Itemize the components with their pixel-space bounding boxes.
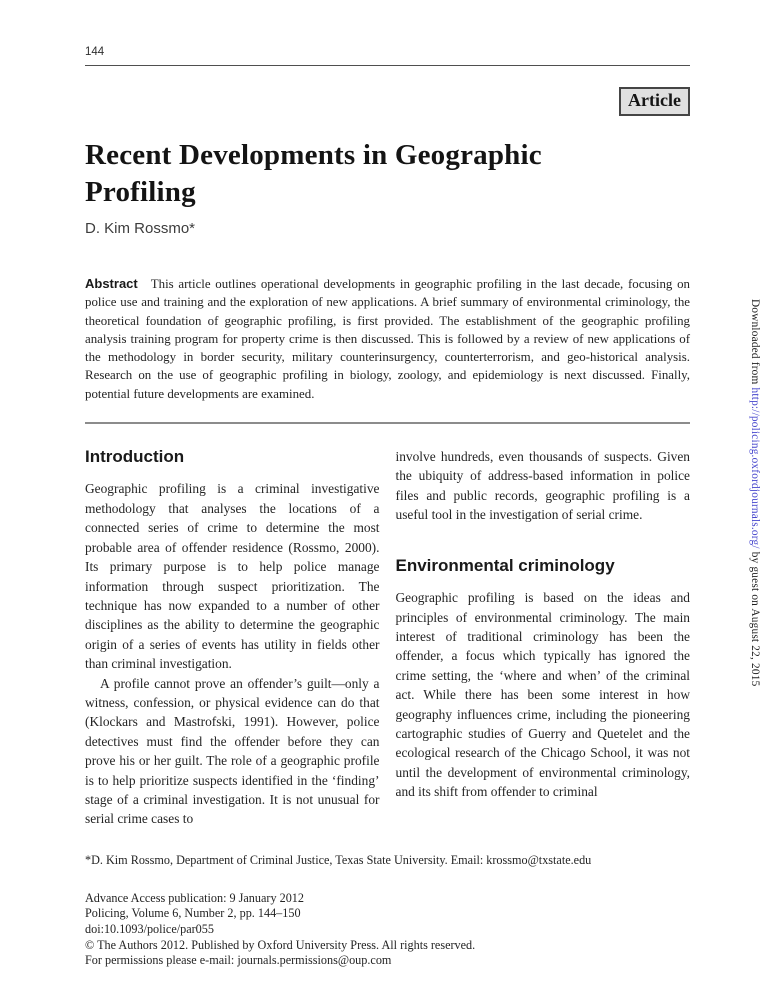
badge-row <box>85 87 690 116</box>
right-column <box>396 447 691 829</box>
journal-url-link[interactable]: http://policing.oxfordjournals.org/ <box>749 387 761 549</box>
abstract-text: This article outlines operational developments in geographic profiling in the last decade, focusing on police use and training and the exploration of new applications. A brief summary of environmental criminology, the theoretical foundation of geographic profiling, is first provided. The establishment of the geographic profiling analysis training program for property crime is then discussed. This is followed by a review of new applications of the methodology in border security, military counterinsurgency, counterterrorism, and geo-historical analysis. Research on the use of geographic profiling in biology, zoology, and epidemiology is next discussed. Finally, potential future developments are examined. <box>85 277 690 401</box>
publication-imprint <box>85 891 690 969</box>
imprint-advance-access: Advance Access publication: 9 January 2012 <box>85 890 304 905</box>
imprint-permissions-email: For permissions please e-mail: journals.permissions@oup.com <box>85 953 392 968</box>
abstract-paragraph <box>85 275 690 403</box>
left-column <box>85 447 380 829</box>
section-divider-rule <box>85 422 690 424</box>
imprint-doi: doi:10.1093/police/par055 <box>85 921 214 936</box>
page-content <box>85 46 690 969</box>
page-number: 144 <box>85 46 105 58</box>
header-rule <box>85 65 690 66</box>
author-line: D. Kim Rossmo* <box>85 220 196 237</box>
imprint-copyright: © The Authors 2012. Published by Oxford University Press. All rights reserved. <box>85 937 476 952</box>
download-notice-sidebar <box>749 299 761 686</box>
intro-paragraph-continuation: involve hundreds, even thousands of suspects. Given the ubiquity of address-based information in police files and public records, geographic profiling is a useful tool in the investigation of serial crime. <box>395 449 690 523</box>
environmental-criminology-paragraph: Geographic profiling is based on the ideas and principles of environmental criminology. The main interest of traditional criminology has been the offender, a focus which typically has ignored the crime setting, the ‘where and when’ of the criminal act. While there has been some interest in how geography influences crime, including the pioneering cartographic studies of Guerry and Quetelet and the ecological research of the Chicago School, it was not until the development of environmental criminology, and its shift from offender to criminal <box>395 590 690 800</box>
article-title: Recent Developments in Geographic Profiling <box>85 139 542 208</box>
intro-paragraph-2: A profile cannot prove an offender’s guilt—only a witness, confession, or physical evidence can do that (Klockars and Mastrofski, 1991). However, police detectives must find the offender before they can prove his or her guilt. The role of a geographic profile is to help prioritize suspects identified in the ‘finding’ stage of a criminal investigation. It is not unusual for serial crime cases to <box>85 675 380 827</box>
imprint-volume-issue: Policing, Volume 6, Number 2, pp. 144–150 <box>85 906 301 921</box>
intro-paragraph-1: Geographic profiling is a criminal investigative methodology that analyses the locations of a connected series of crime to determine the most probable area of offender residence (Rossmo, 2000). Its primary purpose is to help police manage information through suspect prioritization. The technique has now expanded to a number of other disciplines as the ability to determine the geographic origin of a series of events has utility in fields other than criminal investigation. <box>85 481 380 672</box>
abstract-label: Abstract <box>85 276 138 291</box>
environmental-criminology-heading: Environmental criminology <box>395 555 615 575</box>
download-notice-prefix: Downloaded from <box>749 299 761 388</box>
article-type-badge: Article <box>619 87 690 116</box>
download-notice-suffix: by guest on August 22, 2015 <box>749 548 761 687</box>
two-column-body <box>85 447 690 829</box>
introduction-heading: Introduction <box>85 447 185 467</box>
author-footnote: *D. Kim Rossmo, Department of Criminal Justice, Texas State University. Email: krossmo@txstate.edu <box>85 852 592 867</box>
